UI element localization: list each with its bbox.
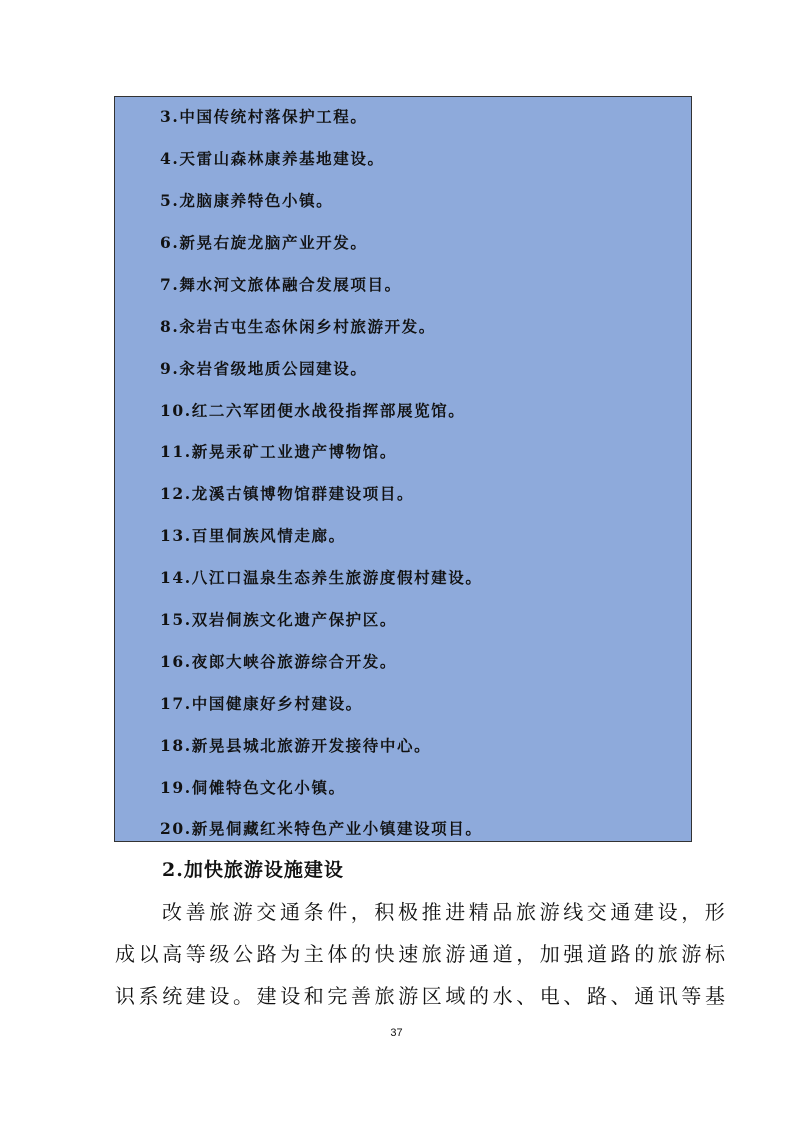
list-item: 9.汆岩省级地质公园建设。 bbox=[160, 359, 368, 378]
list-item: 15.双岩侗族文化遗产保护区。 bbox=[160, 610, 397, 629]
page-number: 37 bbox=[390, 1027, 403, 1039]
paragraph-line: 识系统建设。建设和完善旅游区域的水、电、路、通讯等基 bbox=[115, 984, 729, 1008]
list-item: 7.舞水河文旅体融合发展项目。 bbox=[160, 275, 402, 294]
list-item: 13.百里侗族风情走廊。 bbox=[160, 526, 346, 545]
list-item: 18.新晃县城北旅游开发接待中心。 bbox=[160, 736, 432, 755]
list-item: 11.新晃汞矿工业遗产博物馆。 bbox=[160, 442, 397, 461]
project-list-box bbox=[114, 96, 692, 842]
paragraph-line: 成以高等级公路为主体的快速旅游通道，加强道路的旅游标 bbox=[115, 942, 729, 966]
list-item: 16.夜郎大峡谷旅游综合开发。 bbox=[160, 652, 397, 671]
list-item: 8.汆岩古屯生态休闲乡村旅游开发。 bbox=[160, 317, 436, 336]
list-item: 5.龙脑康养特色小镇。 bbox=[160, 191, 334, 210]
section-heading: 2.加快旅游设施建设 bbox=[162, 859, 344, 881]
list-item: 20.新晃侗藏红米特色产业小镇建设项目。 bbox=[160, 819, 483, 838]
list-item: 6.新晃右旋龙脑产业开发。 bbox=[160, 233, 368, 252]
list-item: 17.中国健康好乡村建设。 bbox=[160, 694, 363, 713]
list-item: 4.天雷山森林康养基地建设。 bbox=[160, 149, 385, 168]
paragraph-line: 改善旅游交通条件，积极推进精品旅游线交通建设，形 bbox=[162, 900, 729, 924]
list-item: 14.八江口温泉生态养生旅游度假村建设。 bbox=[160, 568, 483, 587]
list-item: 10.红二六军团便水战役指挥部展览馆。 bbox=[160, 401, 466, 420]
list-item: 19.侗傩特色文化小镇。 bbox=[160, 778, 346, 797]
list-item: 12.龙溪古镇博物馆群建设项目。 bbox=[160, 484, 415, 503]
list-item: 3.中国传统村落保护工程。 bbox=[160, 107, 368, 126]
